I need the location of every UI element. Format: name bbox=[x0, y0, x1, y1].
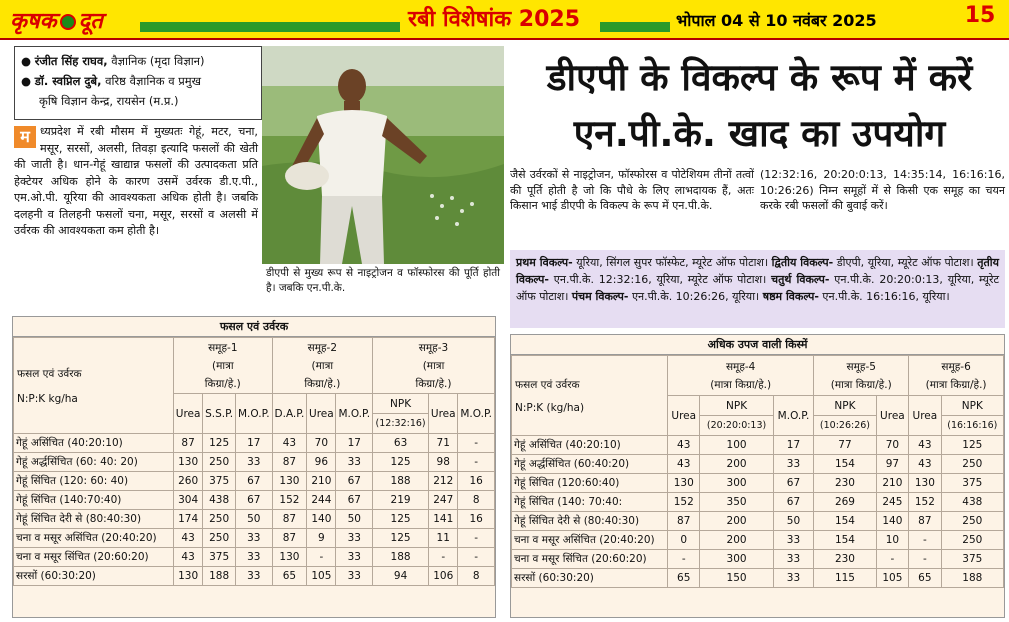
page-header bbox=[0, 0, 1009, 40]
author-1: ● रंजीत सिंह राघव, वैज्ञानिक (मृदा विज्ञान) bbox=[21, 54, 205, 68]
value-cell: 67 bbox=[236, 491, 273, 510]
value-cell: - bbox=[909, 531, 941, 550]
value-cell: 154 bbox=[814, 512, 876, 531]
crop-cell: चना व मसूर असिंचित (20:40:20) bbox=[14, 529, 174, 548]
group-header: समूह-6 (मात्रा किग्रा/हे.) bbox=[909, 356, 1004, 396]
value-cell: 70 bbox=[876, 436, 908, 455]
value-cell: 130 bbox=[668, 474, 700, 493]
value-cell: - bbox=[458, 548, 495, 567]
value-cell: 188 bbox=[373, 472, 429, 491]
table-row bbox=[512, 531, 1004, 550]
column-subheader: (12:32:16) bbox=[373, 414, 429, 434]
photo-caption: डीएपी से मुख्य रूप से नाइट्रोजन व फॉस्फोरस की पूर्ति होती है। जबकि एन.पी.के. bbox=[266, 267, 500, 294]
value-cell: 200 bbox=[700, 455, 773, 474]
value-cell: 300 bbox=[700, 474, 773, 493]
value-cell: 65 bbox=[272, 567, 307, 586]
value-cell: 140 bbox=[876, 512, 908, 531]
value-cell: 65 bbox=[668, 569, 700, 588]
value-cell: 210 bbox=[307, 472, 336, 491]
table-title: फसल एवं उर्वरक bbox=[13, 317, 495, 337]
crop-cell: गेहूं असिंचित (40:20:10) bbox=[512, 436, 668, 455]
value-cell: 16 bbox=[458, 472, 495, 491]
column-header: NPK bbox=[700, 396, 773, 416]
masthead-logo: कृषक दूत bbox=[10, 9, 103, 34]
fertilizer-table-2 bbox=[510, 334, 1005, 618]
value-cell: 230 bbox=[814, 474, 876, 493]
value-cell: 87 bbox=[272, 453, 307, 472]
value-cell: 97 bbox=[876, 455, 908, 474]
value-cell: 43 bbox=[909, 436, 941, 455]
column-subheader: (20:20:0:13) bbox=[700, 416, 773, 436]
headline: डीएपी के विकल्प के रूप में करें एन.पी.के. खाद का उपयोग bbox=[546, 56, 973, 155]
group-header: समूह-5 (मात्रा किग्रा/हे.) bbox=[814, 356, 909, 396]
value-cell: 50 bbox=[236, 510, 273, 529]
value-cell: - bbox=[909, 550, 941, 569]
value-cell: 50 bbox=[336, 510, 373, 529]
group-header: समूह-3 (मात्रा किग्रा/हे.) bbox=[373, 338, 495, 394]
crop-cell: गेहूं सिंचित (120:60:40) bbox=[512, 474, 668, 493]
crop-cell: गेहूं सिंचित देरी से (80:40:30) bbox=[512, 512, 668, 531]
data-table bbox=[511, 355, 1004, 588]
column-header: NPK bbox=[373, 394, 429, 414]
header-stripe bbox=[140, 22, 400, 32]
column-header: Urea bbox=[876, 396, 908, 436]
table-row bbox=[14, 548, 495, 567]
value-cell: 67 bbox=[773, 474, 814, 493]
value-cell: 43 bbox=[174, 529, 203, 548]
value-cell: 8 bbox=[458, 567, 495, 586]
value-cell: 67 bbox=[236, 472, 273, 491]
header-stripe bbox=[600, 22, 670, 32]
intro-paragraph: म ध्यप्रदेश में रबी मौसम में मुख्यतः गेहूं, मटर, चना, मसूर, सरसों, अलसी, तिवड़ा इत्यादि फसलों की खेती की जाती है। धान-गेहूं खाद्यान्न फसलों की उत्पादकता प्रति हेक्टेयर अधिक होने के कारण उसमें उर्वरक डी.ए.पी., एम.ओ.पी. यूरिया की आवश्यकता अधिक होती है। जबकि दलहनी व तिलहनी फसलों चना, मसूर, सरसों व अलसी में उर्वरक की आवश्यकता कम होती है। bbox=[14, 125, 258, 237]
stub-header: फसल एवं उर्वरक N:P:K (kg/ha) bbox=[512, 356, 668, 436]
value-cell: 17 bbox=[773, 436, 814, 455]
value-cell: 188 bbox=[941, 569, 1003, 588]
column-header: D.A.P. bbox=[272, 394, 307, 434]
value-cell: 33 bbox=[236, 548, 273, 567]
value-cell: 9 bbox=[307, 529, 336, 548]
value-cell: 98 bbox=[429, 453, 458, 472]
value-cell: 33 bbox=[773, 531, 814, 550]
value-cell: 33 bbox=[773, 455, 814, 474]
value-cell: 247 bbox=[429, 491, 458, 510]
value-cell: 130 bbox=[272, 548, 307, 567]
column-header: M.O.P. bbox=[458, 394, 495, 434]
special-edition-title: रबी विशेषांक 2025 bbox=[408, 7, 581, 32]
value-cell: 130 bbox=[909, 474, 941, 493]
value-cell: 43 bbox=[909, 455, 941, 474]
value-cell: 438 bbox=[203, 491, 236, 510]
body-column-a: जैसे उर्वरकों से नाइट्रोजन, फॉस्फोरस व पोटेशियम तीनों तत्वों की पूर्ति होती है जो कि पौधे के लिए लाभदायक हैं, अतः किसान भाई डीएपी के विकल्प के रूप में एन.पी.के. bbox=[510, 168, 754, 212]
author-affiliation: कृषि विज्ञान केन्द्र, रायसेन (म.प्र.) bbox=[39, 94, 179, 108]
table-row bbox=[14, 510, 495, 529]
value-cell: 245 bbox=[876, 493, 908, 512]
crop-cell: गेहूं सिंचित (120: 60: 40) bbox=[14, 472, 174, 491]
table-row bbox=[14, 434, 495, 453]
value-cell: 87 bbox=[668, 512, 700, 531]
value-cell: 230 bbox=[814, 550, 876, 569]
crop-cell: चना व मसूर असिंचित (20:40:20) bbox=[512, 531, 668, 550]
column-header: M.O.P. bbox=[336, 394, 373, 434]
table-row bbox=[14, 472, 495, 491]
value-cell: 154 bbox=[814, 531, 876, 550]
table-row bbox=[14, 491, 495, 510]
author-box bbox=[14, 46, 262, 120]
drop-cap: म bbox=[14, 126, 36, 148]
value-cell: 67 bbox=[336, 491, 373, 510]
value-cell: 50 bbox=[773, 512, 814, 531]
table-row bbox=[512, 569, 1004, 588]
value-cell: 87 bbox=[272, 529, 307, 548]
value-cell: 219 bbox=[373, 491, 429, 510]
crop-cell: गेहूं अर्द्धसिंचित (60:40:20) bbox=[512, 455, 668, 474]
value-cell: 152 bbox=[668, 493, 700, 512]
body-column-b: (12:32:16, 20:20:0:13, 14:35:14, 16:16:16, 10:26:26) निम्न समूहों में से किसी एक समूह का चयन करके रबी फसलों की बुवाई करें। bbox=[760, 168, 1005, 212]
value-cell: 33 bbox=[773, 550, 814, 569]
column-header: Urea bbox=[174, 394, 203, 434]
value-cell: - bbox=[458, 529, 495, 548]
table-row bbox=[512, 493, 1004, 512]
value-cell: 8 bbox=[458, 491, 495, 510]
column-header: Urea bbox=[429, 394, 458, 434]
value-cell: 67 bbox=[336, 472, 373, 491]
crop-cell: सरसों (60:30:20) bbox=[512, 569, 668, 588]
crop-cell: सरसों (60:30:20) bbox=[14, 567, 174, 586]
value-cell: 304 bbox=[174, 491, 203, 510]
value-cell: 210 bbox=[876, 474, 908, 493]
table-title: अधिक उपज वाली किस्में bbox=[511, 335, 1004, 355]
stub-header: फसल एवं उर्वरक N:P:K kg/ha bbox=[14, 338, 174, 434]
value-cell: 70 bbox=[307, 434, 336, 453]
value-cell: 77 bbox=[814, 436, 876, 455]
value-cell: 105 bbox=[307, 567, 336, 586]
value-cell: 250 bbox=[941, 455, 1003, 474]
value-cell: 33 bbox=[336, 529, 373, 548]
table-row bbox=[14, 529, 495, 548]
column-header: M.O.P. bbox=[773, 396, 814, 436]
value-cell: 33 bbox=[773, 569, 814, 588]
value-cell: 115 bbox=[814, 569, 876, 588]
value-cell: - bbox=[668, 550, 700, 569]
value-cell: 375 bbox=[941, 550, 1003, 569]
farmer-photo bbox=[262, 46, 504, 264]
table-row bbox=[512, 474, 1004, 493]
value-cell: 250 bbox=[203, 529, 236, 548]
value-cell: 188 bbox=[203, 567, 236, 586]
value-cell: 33 bbox=[336, 548, 373, 567]
value-cell: 152 bbox=[909, 493, 941, 512]
value-cell: 250 bbox=[941, 512, 1003, 531]
data-table bbox=[13, 337, 495, 586]
value-cell: 244 bbox=[307, 491, 336, 510]
value-cell: 43 bbox=[668, 436, 700, 455]
group-header: समूह-2 (मात्रा किग्रा/हे.) bbox=[272, 338, 372, 394]
value-cell: 43 bbox=[174, 548, 203, 567]
group-header: समूह-4 (मात्रा किग्रा/हे.) bbox=[668, 356, 814, 396]
value-cell: 100 bbox=[700, 436, 773, 455]
crop-cell: गेहूं सिंचित (140:70:40) bbox=[14, 491, 174, 510]
value-cell: - bbox=[307, 548, 336, 567]
page-number: 15 bbox=[955, 3, 1005, 37]
value-cell: - bbox=[458, 434, 495, 453]
value-cell: 65 bbox=[909, 569, 941, 588]
column-header: Urea bbox=[307, 394, 336, 434]
value-cell: 250 bbox=[203, 510, 236, 529]
value-cell: 375 bbox=[941, 474, 1003, 493]
value-cell: 438 bbox=[941, 493, 1003, 512]
value-cell: 125 bbox=[941, 436, 1003, 455]
value-cell: 125 bbox=[373, 529, 429, 548]
value-cell: 96 bbox=[307, 453, 336, 472]
value-cell: 33 bbox=[236, 453, 273, 472]
value-cell: 250 bbox=[941, 531, 1003, 550]
value-cell: 250 bbox=[203, 453, 236, 472]
value-cell: 260 bbox=[174, 472, 203, 491]
value-cell: 141 bbox=[429, 510, 458, 529]
table-row bbox=[512, 550, 1004, 569]
value-cell: 125 bbox=[203, 434, 236, 453]
value-cell: 130 bbox=[272, 472, 307, 491]
value-cell: 130 bbox=[174, 453, 203, 472]
globe-icon bbox=[60, 14, 76, 30]
value-cell: 94 bbox=[373, 567, 429, 586]
group-header: समूह-1 (मात्रा किग्रा/हे.) bbox=[174, 338, 273, 394]
value-cell: 43 bbox=[668, 455, 700, 474]
crop-cell: गेहूं सिंचित (140: 70:40: bbox=[512, 493, 668, 512]
value-cell: - bbox=[876, 550, 908, 569]
column-header: NPK bbox=[941, 396, 1003, 416]
column-header: M.O.P. bbox=[236, 394, 273, 434]
value-cell: 375 bbox=[203, 472, 236, 491]
value-cell: 188 bbox=[373, 548, 429, 567]
crop-cell: चना व मसूर सिंचित (20:60:20) bbox=[512, 550, 668, 569]
crop-cell: गेहूं अर्द्धसिंचित (60: 40: 20) bbox=[14, 453, 174, 472]
table-row bbox=[512, 436, 1004, 455]
table-row bbox=[14, 567, 495, 586]
column-header: NPK bbox=[814, 396, 876, 416]
dateline: भोपाल 04 से 10 नवंबर 2025 bbox=[676, 11, 877, 30]
value-cell: - bbox=[458, 453, 495, 472]
column-header: Urea bbox=[909, 396, 941, 436]
value-cell: 105 bbox=[876, 569, 908, 588]
value-cell: 130 bbox=[174, 567, 203, 586]
value-cell: 269 bbox=[814, 493, 876, 512]
table-row bbox=[512, 512, 1004, 531]
value-cell: 43 bbox=[272, 434, 307, 453]
value-cell: 125 bbox=[373, 453, 429, 472]
column-subheader: (10:26:26) bbox=[814, 416, 876, 436]
value-cell: 350 bbox=[700, 493, 773, 512]
fertilizer-table-1 bbox=[12, 316, 496, 618]
crop-cell: चना व मसूर सिंचित (20:60:20) bbox=[14, 548, 174, 567]
value-cell: - bbox=[429, 548, 458, 567]
value-cell: 10 bbox=[876, 531, 908, 550]
value-cell: 0 bbox=[668, 531, 700, 550]
value-cell: 200 bbox=[700, 531, 773, 550]
column-header: S.S.P. bbox=[203, 394, 236, 434]
value-cell: 140 bbox=[307, 510, 336, 529]
value-cell: 33 bbox=[236, 529, 273, 548]
crop-cell: गेहूं असिंचित (40:20:10) bbox=[14, 434, 174, 453]
value-cell: 375 bbox=[203, 548, 236, 567]
column-header: Urea bbox=[668, 396, 700, 436]
value-cell: 87 bbox=[272, 510, 307, 529]
value-cell: 87 bbox=[909, 512, 941, 531]
author-2: ● डॉ. स्वप्निल दुबे, वरिष्ठ वैज्ञानिक व प्रमुख bbox=[21, 74, 202, 88]
value-cell: 33 bbox=[336, 567, 373, 586]
value-cell: 71 bbox=[429, 434, 458, 453]
column-subheader: (16:16:16) bbox=[941, 416, 1003, 436]
value-cell: 33 bbox=[236, 567, 273, 586]
value-cell: 106 bbox=[429, 567, 458, 586]
value-cell: 154 bbox=[814, 455, 876, 474]
table-row bbox=[512, 455, 1004, 474]
value-cell: 125 bbox=[373, 510, 429, 529]
value-cell: 17 bbox=[336, 434, 373, 453]
value-cell: 16 bbox=[458, 510, 495, 529]
value-cell: 152 bbox=[272, 491, 307, 510]
value-cell: 200 bbox=[700, 512, 773, 531]
value-cell: 63 bbox=[373, 434, 429, 453]
value-cell: 11 bbox=[429, 529, 458, 548]
value-cell: 17 bbox=[236, 434, 273, 453]
value-cell: 212 bbox=[429, 472, 458, 491]
value-cell: 174 bbox=[174, 510, 203, 529]
table-row bbox=[14, 453, 495, 472]
value-cell: 300 bbox=[700, 550, 773, 569]
value-cell: 150 bbox=[700, 569, 773, 588]
value-cell: 87 bbox=[174, 434, 203, 453]
value-cell: 67 bbox=[773, 493, 814, 512]
options-box: प्रथम विकल्प- यूरिया, सिंगल सुपर फॉस्फेट, म्यूरेट ऑफ पोटाश। द्वितीय विकल्प- डीएपी, यूरिया, म्यूरेट ऑफ पोटाश। तृतीय विकल्प- एन.पी.के. 12:32:16, यूरिया, म्यूरेट ऑफ पोटाश। चतुर्थ विकल्प- एन.पी.के. 20:20:0:13, यूरिया, म्यूरेट ऑफ पोटाश। पंचम विकल्प- एन.पी.के. 10:26:26, यूरिया। षष्ठम विकल्प- एन.पी.के. 16:16:16, यूरिया। bbox=[510, 250, 1005, 328]
value-cell: 33 bbox=[336, 453, 373, 472]
crop-cell: गेहूं सिंचित देरी से (80:40:30) bbox=[14, 510, 174, 529]
